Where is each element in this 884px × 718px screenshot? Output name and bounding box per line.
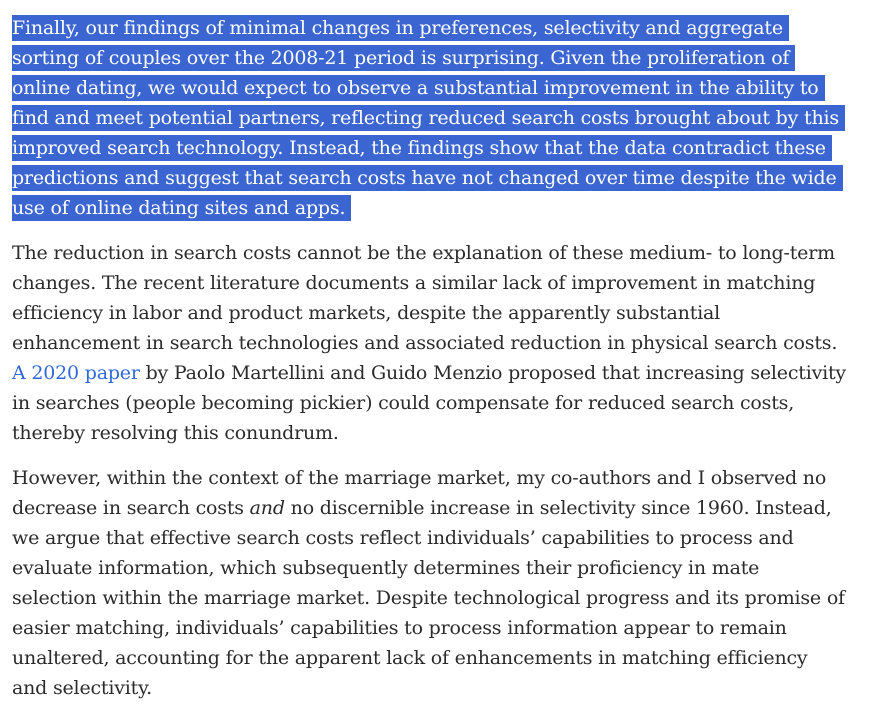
text-line: enhancement in search technologies and associated reduction in physical search costs.	[12, 332, 838, 354]
paragraph-search-costs	[12, 238, 846, 448]
text-line: The reduction in search costs cannot be the explanation of these medium- to long-term	[12, 242, 835, 264]
text-line	[12, 73, 840, 103]
text-line	[12, 13, 840, 43]
text-line: changes. The recent literature documents a similar lack of improvement in matching	[12, 272, 816, 294]
selected-text: sorting of couples over the 2008-21 period is surprising. Given the proliferation of	[12, 45, 795, 71]
paragraph-marriage-market	[12, 463, 845, 703]
text-line	[12, 133, 840, 163]
text-line: selection within the marriage market. Despite technological progress and its promise of	[12, 587, 845, 609]
text-line: efficiency in labor and product markets, despite the apparently substantial	[12, 302, 721, 324]
selected-text: online dating, we would expect to observe a substantial improvement in the ability to	[12, 75, 825, 101]
text-line: easier matching, individuals’ capabilities to process information appear to remain	[12, 617, 787, 639]
selected-text: improved search technology. Instead, the findings show that the data contradict these	[12, 135, 832, 161]
text-line: However, within the context of the marriage market, my co-authors and I observed no	[12, 467, 827, 489]
selected-text: use of online dating sites and apps.	[12, 195, 351, 221]
text-line	[12, 358, 846, 388]
paragraph-selected	[12, 13, 840, 223]
article-body	[12, 13, 846, 718]
text-fragment: no discernible increase in selectivity since 1960. Instead,	[284, 497, 832, 519]
text-line: and selectivity.	[12, 677, 152, 699]
text-line	[12, 163, 840, 193]
paper-2020-link[interactable]: A 2020 paper	[12, 362, 140, 384]
text-line	[12, 103, 840, 133]
selected-text: predictions and suggest that search costs have not changed over time despite the wide	[12, 165, 843, 191]
text-line: thereby resolving this conundrum.	[12, 422, 339, 444]
text-line	[12, 493, 840, 523]
text-line: we argue that effective search costs reflect individuals’ capabilities to process and	[12, 527, 794, 549]
text-line: unaltered, accounting for the apparent lack of enhancements in matching efficiency	[12, 647, 808, 669]
text-fragment: decrease in search costs	[12, 497, 250, 519]
selected-text: Finally, our findings of minimal changes in preferences, selectivity and aggregate	[12, 15, 789, 41]
text-line: in searches (people becoming pickier) could compensate for reduced search costs,	[12, 392, 795, 414]
emphasis-and: and	[249, 497, 285, 519]
text-line: evaluate information, which subsequently determines their proficiency in mate	[12, 557, 760, 579]
text-line	[12, 193, 840, 223]
text-fragment: by Paolo Martellini and Guido Menzio proposed that increasing selectivity	[139, 362, 846, 384]
text-line	[12, 43, 840, 73]
selected-text: find and meet potential partners, reflecting reduced search costs brought about by this	[12, 105, 845, 131]
